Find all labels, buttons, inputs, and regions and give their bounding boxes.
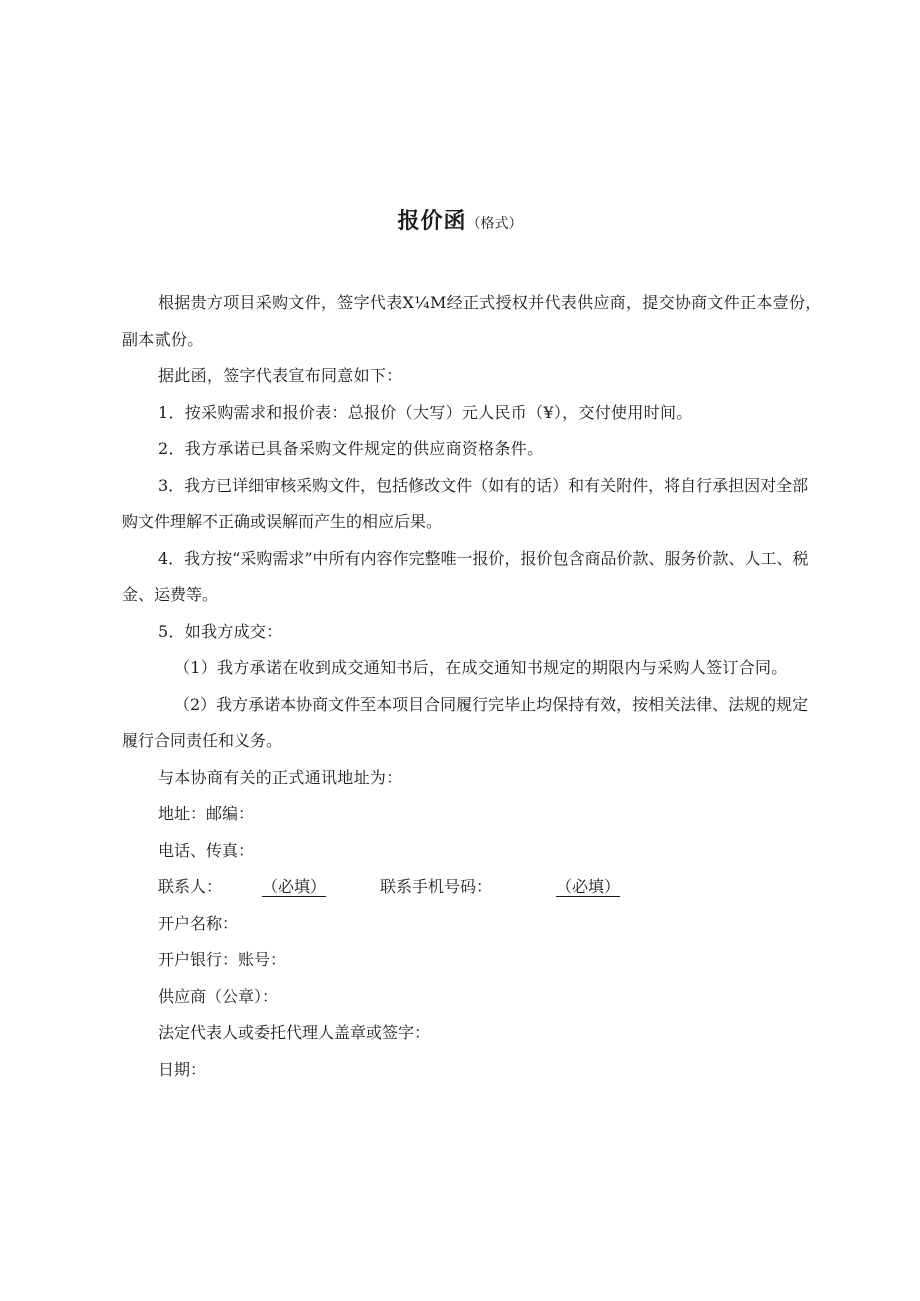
date-line: 日期： — [158, 1059, 207, 1079]
title-main: 报价函 — [397, 209, 467, 234]
document-title — [0, 204, 920, 235]
clause-4: 4．我方按“采购需求”中所有内容作完整唯一报价，报价包含商品价款、服务价款、人工、税金、运费等。 — [122, 548, 809, 604]
title-suffix: （格式） — [466, 216, 523, 232]
legal-rep-line: 法定代表人或委托代理人盖章或签字： — [158, 1023, 431, 1042]
mobile-label: 联系手机号码： — [380, 877, 493, 896]
bank-line: 开户银行：账号： — [158, 950, 287, 969]
account-name-line: 开户名称： — [158, 913, 239, 933]
clause-1: 1．按采购需求和报价表：总报价（大写）元人民币（¥），交付使用时间。 — [158, 402, 693, 422]
clause-2: 2．我方承诺已具备采购文件规定的供应商资格条件。 — [158, 439, 544, 458]
contact-value-field[interactable]: （必填） — [262, 877, 327, 896]
contact-intro: 与本协商有关的正式通讯地址为： — [158, 767, 403, 787]
supplier-seal-line: 供应商（公章）： — [158, 986, 279, 1006]
paragraph-agree: 据此函，签字代表宣布同意如下： — [158, 366, 403, 385]
mobile-value-field[interactable]: （必填） — [556, 877, 621, 896]
document-body — [122, 285, 822, 1088]
contact-label: 联系人： — [158, 877, 223, 896]
clause-3: 3．我方已详细审核采购文件，包括修改文件（如有的话）和有关附件，将自行承担因对全部购文件理解不正确或误解而产生的相应后果。 — [122, 475, 809, 531]
paragraph-intro: 根据贵方项目采购文件，签字代表X¼M经正式授权并代表供应商，提交协商文件正本壹份，副本贰份。 — [122, 293, 822, 349]
contact-line — [122, 869, 822, 906]
clause-5: 5．如我方成交： — [158, 621, 283, 641]
clause-5-1: （1）我方承诺在收到成交通知书后，在成交通知书规定的期限内与采购人签订合同。 — [174, 658, 788, 677]
phone-fax-line: 电话、传真： — [158, 840, 255, 860]
address-line: 地址：邮编： — [158, 804, 255, 823]
clause-5-2: （2）我方承诺本协商文件至本项目合同履行完毕止均保持有效，按相关法律、法规的规定履行合同责任和义务。 — [122, 694, 809, 750]
